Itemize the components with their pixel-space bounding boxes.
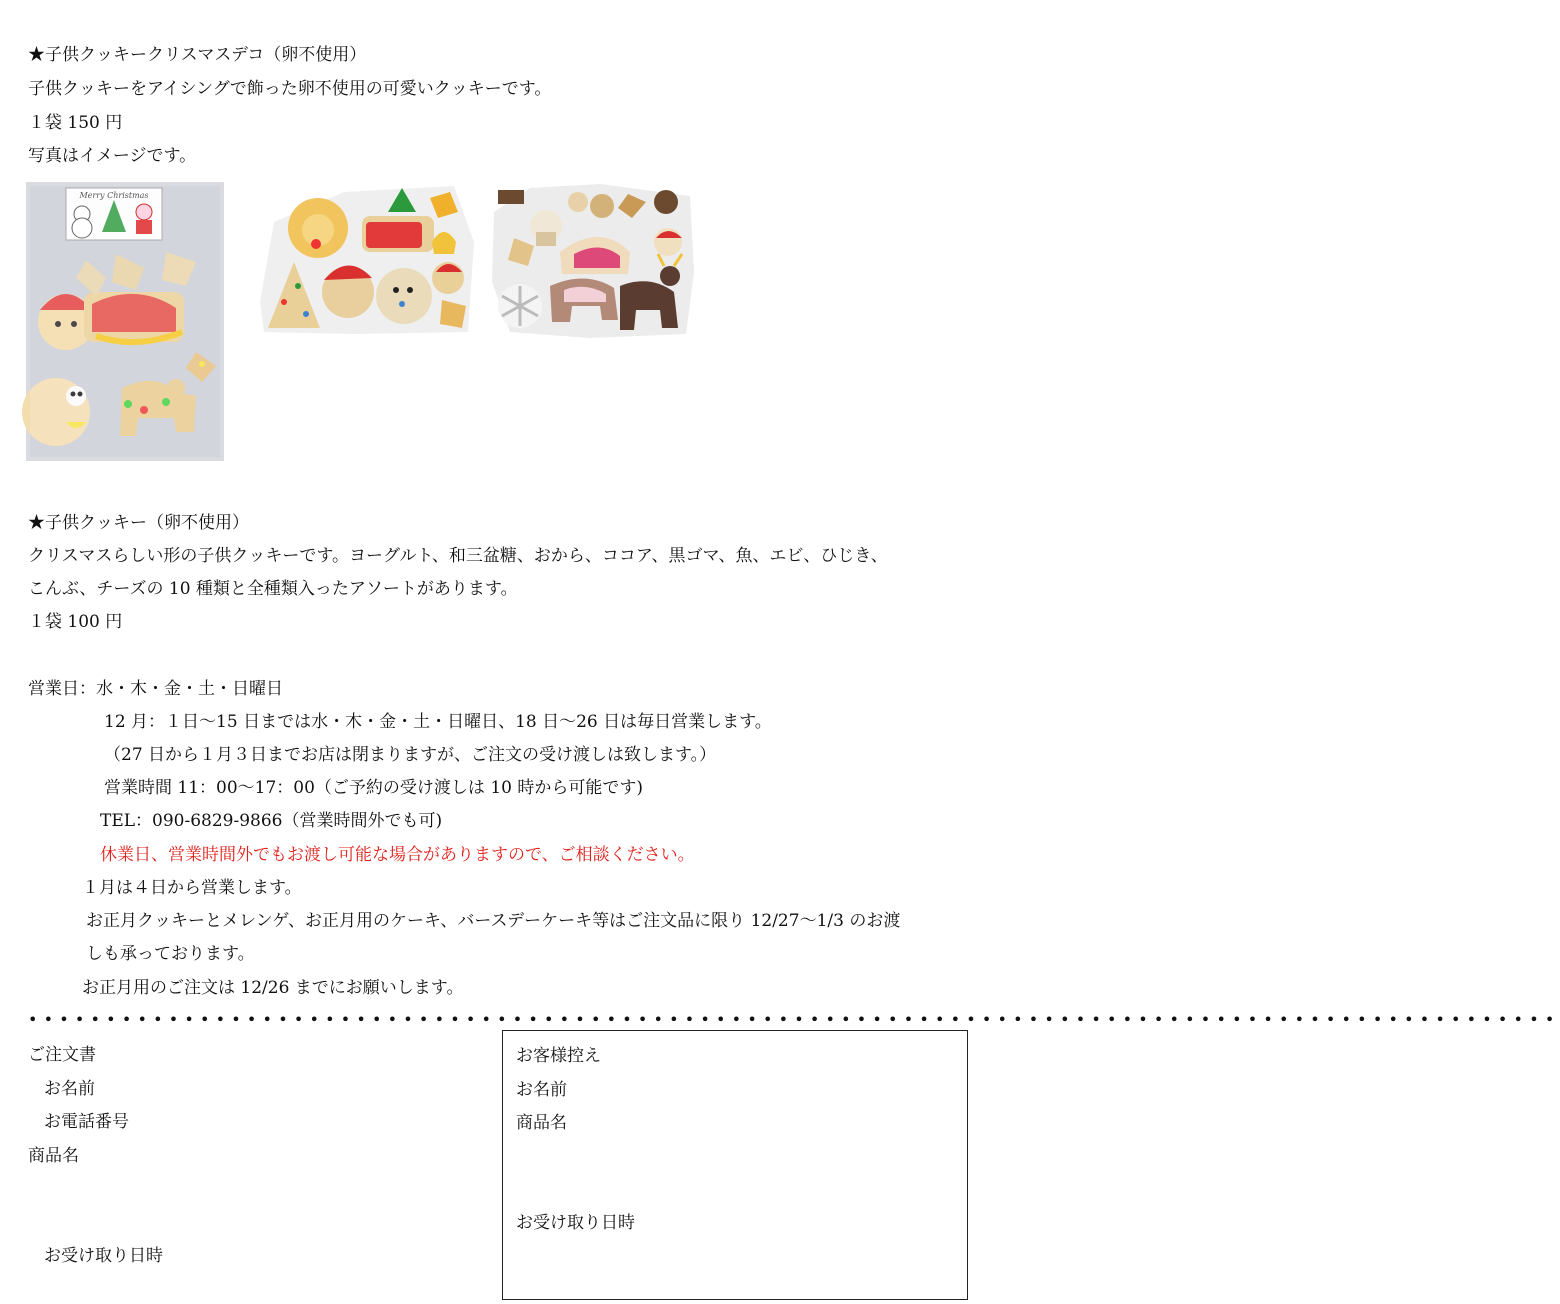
plain-cookies-photo <box>490 182 696 342</box>
receipt-name-label: お名前 <box>516 1080 567 1100</box>
business-days: 営業日：水・木・金・土・日曜日 <box>28 679 283 699</box>
order-pickup-label: お受け取り日時 <box>44 1246 163 1266</box>
cut-line-divider: •••••••••••••••••••••••••••••••••••••••••••••••••••••••••••••••••••••••••••••••••••••••••••••••••• <box>28 1010 1560 1029</box>
december-schedule: 12 月：１日〜15 日までは水・木・金・土・日曜日、18 日〜26 日は毎日営業します。 <box>104 712 772 732</box>
section1-price: １袋 150 円 <box>28 113 123 133</box>
section1-title: ★子供クッキークリスマスデコ（卵不使用） <box>28 45 367 65</box>
order-form-heading: ご注文書 <box>28 1045 96 1065</box>
order-phone-label: お電話番号 <box>44 1112 129 1132</box>
section1-description: 子供クッキーをアイシングで飾った卵不使用の可愛いクッキーです。 <box>28 79 552 99</box>
section1-image-note: 写真はイメージです。 <box>28 146 197 166</box>
order-name-label: お名前 <box>44 1079 95 1099</box>
section2-description-line2: こんぶ、チーズの 10 種類と全種類入ったアソートがあります。 <box>28 579 518 599</box>
newyear-note-line2: しも承っております。 <box>86 944 255 964</box>
receipt-product-label: 商品名 <box>516 1113 567 1133</box>
receipt-heading: お客様控え <box>516 1046 601 1066</box>
receipt-pickup-label: お受け取り日時 <box>516 1213 635 1233</box>
january-opening: １月は４日から営業します。 <box>82 878 302 898</box>
section2-description-line1: クリスマスらしい形の子供クッキーです。ヨーグルト、和三盆糖、おから、ココア、黒ゴマ、魚、エビ、ひじき、 <box>28 546 888 566</box>
section2-price: １袋 100 円 <box>28 612 123 632</box>
bag-label-text: Merry Christmas <box>79 191 149 200</box>
phone-number: TEL：090-6829-9866（営業時間外でも可) <box>100 811 443 831</box>
newyear-deadline: お正月用のご注文は 12/26 までにお願いします。 <box>82 978 464 998</box>
consult-note: 休業日、営業時間外でもお渡し可能な場合がありますので、ご相談ください。 <box>100 845 695 865</box>
decorated-cookies-photo <box>254 182 478 338</box>
business-hours: 営業時間 11：00〜17：00（ご予約の受け渡しは 10 時から可能です) <box>104 778 644 798</box>
newyear-note-line1: お正月クッキーとメレンゲ、お正月用のケーキ、バースデーケーキ等はご注文品に限り 12/27〜1/3 のお渡 <box>86 911 901 931</box>
section2-title: ★子供クッキー（卵不使用） <box>28 513 249 533</box>
order-product-label: 商品名 <box>28 1146 79 1166</box>
cookie-bag-photo <box>26 182 224 461</box>
closed-note: （27 日から１月３日までお店は閉まりますが、ご注文の受け渡しは致します。） <box>104 745 717 765</box>
customer-receipt-box <box>502 1030 968 1300</box>
